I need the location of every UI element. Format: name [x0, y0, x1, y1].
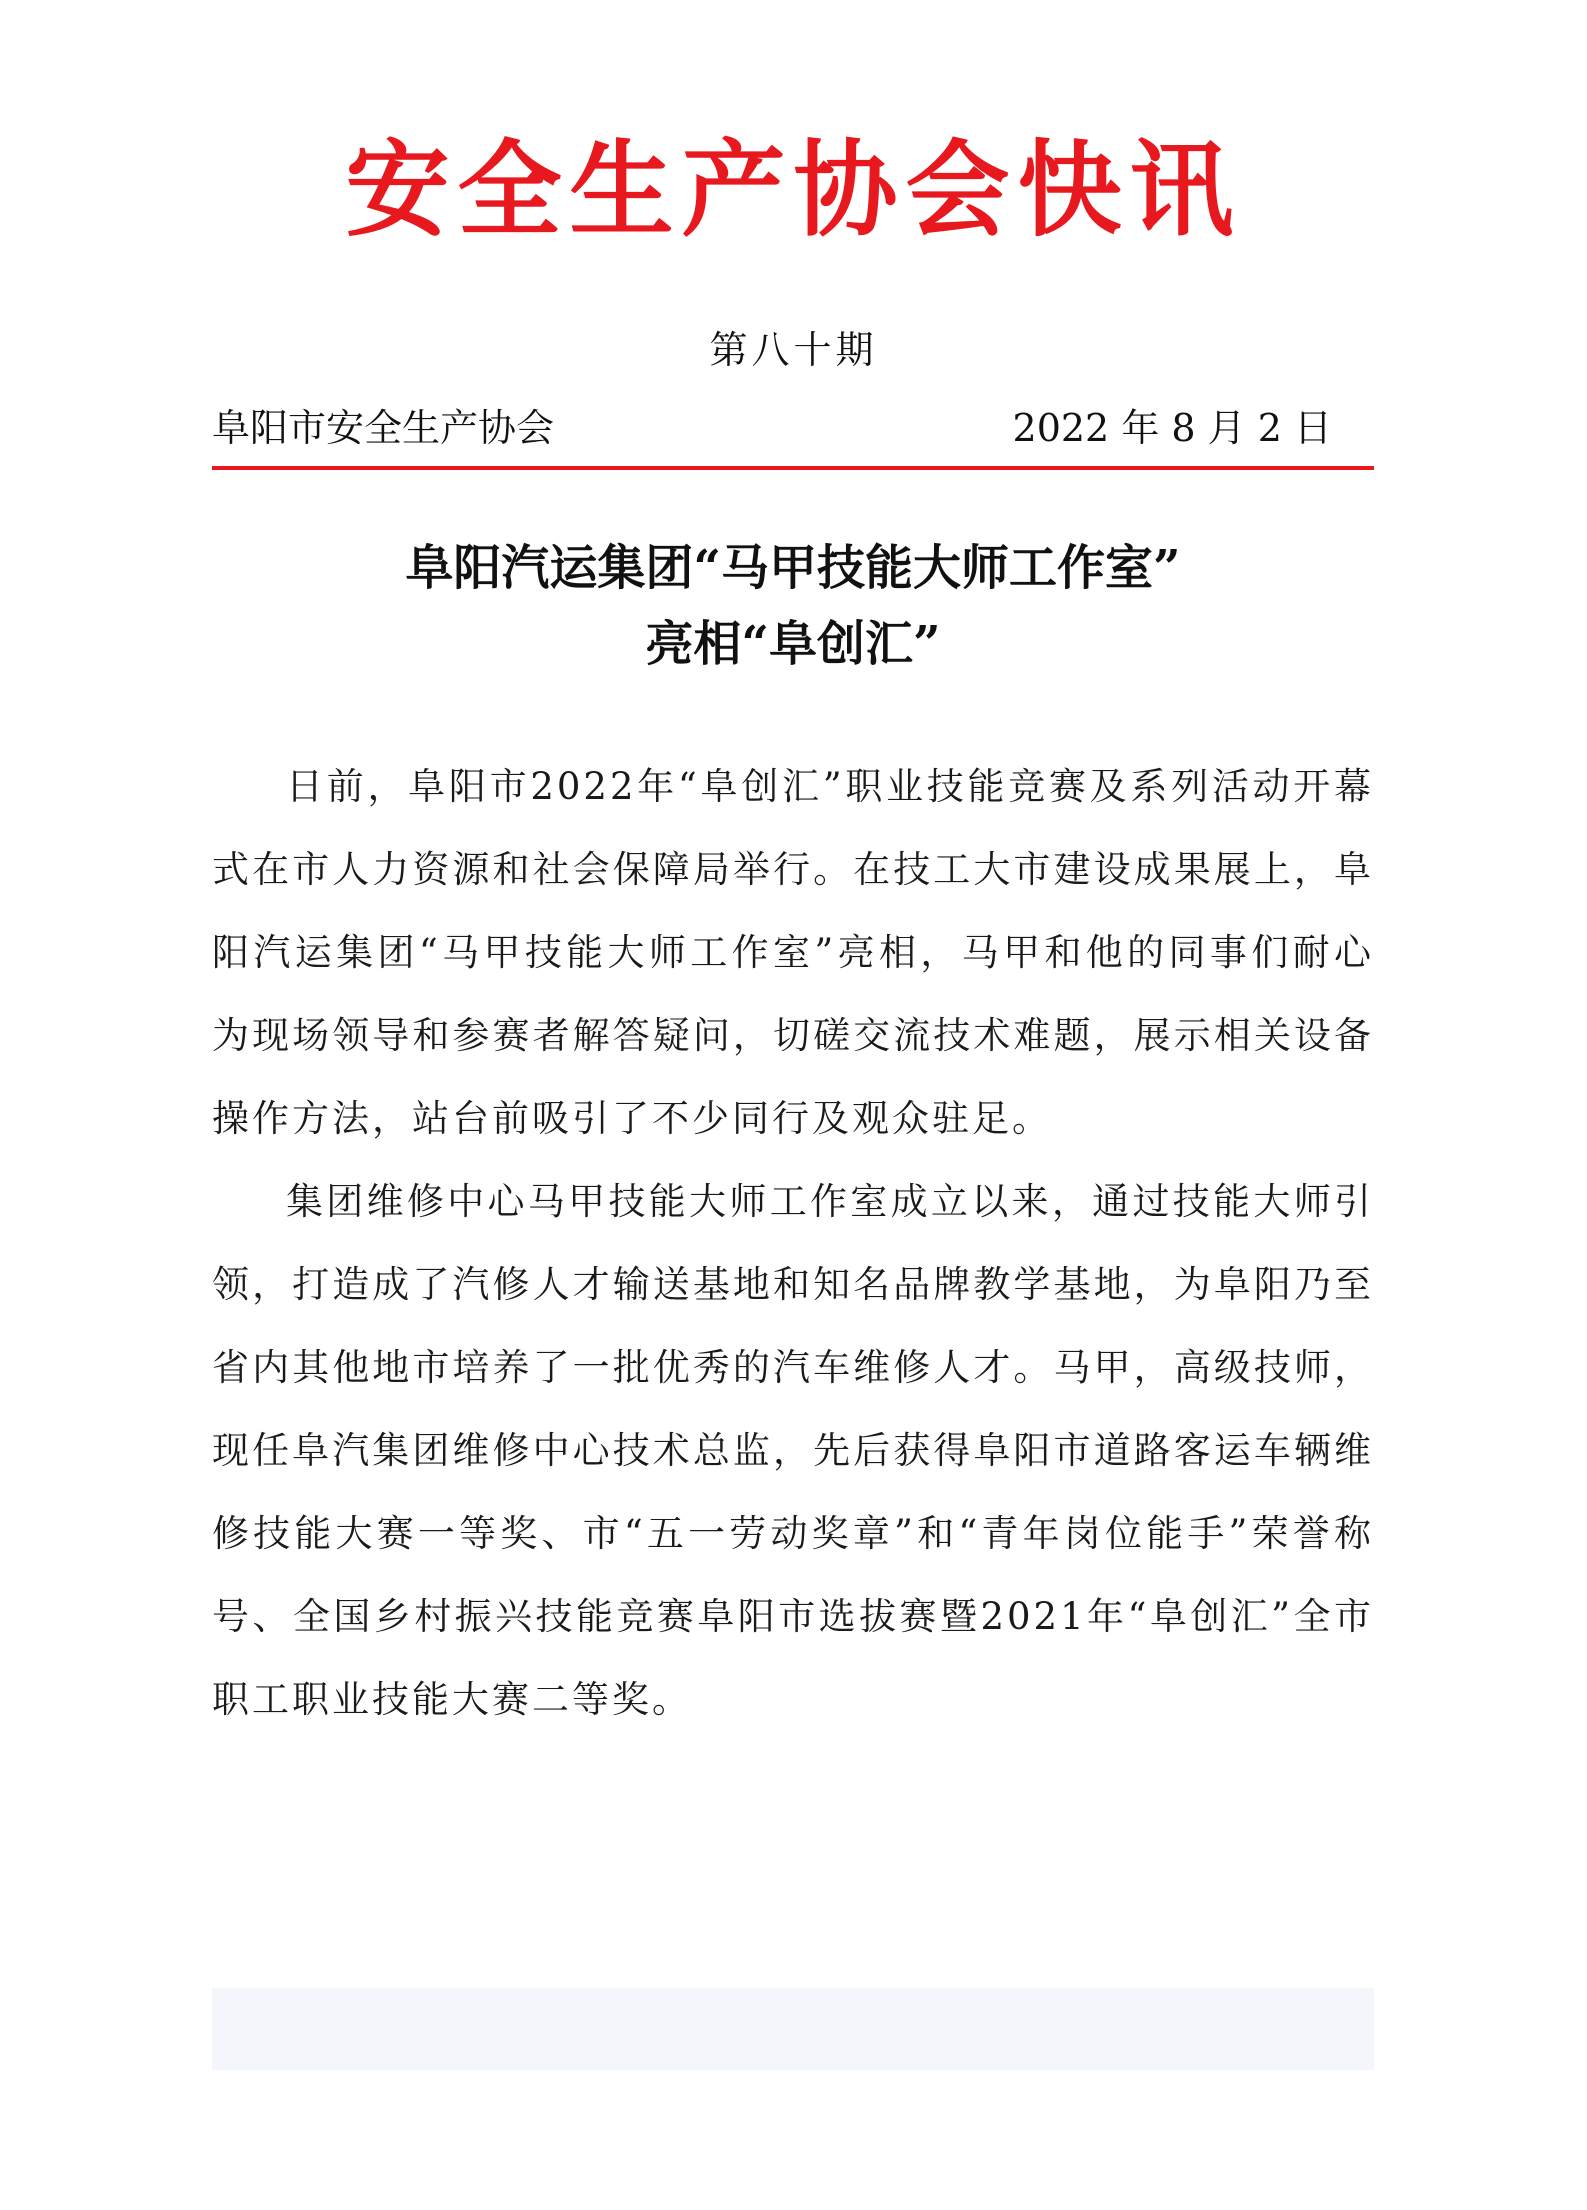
newsletter-masthead: 安全生产协会快讯 [345, 128, 1242, 251]
article-headline [212, 530, 1374, 682]
header-divider [212, 466, 1374, 470]
publication-date: 2022 年 8 月 2 日 [1012, 406, 1332, 450]
article-paragraph-1: 日前，阜阳市2022年“阜创汇”职业技能竞赛及系列活动开幕式在市人力资源和社会保障局举行。在技工大市建设成果展上，阜阳汽运集团“马甲技能大师工作室”亮相，马甲和他的同事们耐心为现场领导和参赛者解答疑问，切磋交流技术难题，展示相关设备操作方法，站台前吸引了不少同行及观众驻足。 [212, 765, 1374, 1140]
issue-number: 第八十期 [709, 328, 878, 372]
headline-line-1: 阜阳汽运集团“马甲技能大师工作室” [405, 540, 1181, 596]
article-paragraph-2: 集团维修中心马甲技能大师工作室成立以来，通过技能大师引领，打造成了汽修人才输送基地和知名品牌教学基地，为阜阳乃至省内其他地市培养了一批优秀的汽车维修人才。马甲，高级技师，现任阜汽集团维修中心技术总监，先后获得阜阳市道路客运车辆维修技能大赛一等奖、市“五一劳动奖章”和“青年岗位能手”荣誉称号、全国乡村振兴技能竞赛阜阳市选拔赛暨2021年“阜创汇”全市职工职业技能大赛二等奖。 [212, 1180, 1374, 1721]
publisher-name: 阜阳市安全生产协会 [212, 406, 555, 450]
footer-band [212, 1988, 1374, 2070]
publication-meta [212, 400, 1374, 456]
headline-line-2: 亮相“阜创汇” [645, 616, 941, 672]
article-body [212, 745, 1374, 1741]
